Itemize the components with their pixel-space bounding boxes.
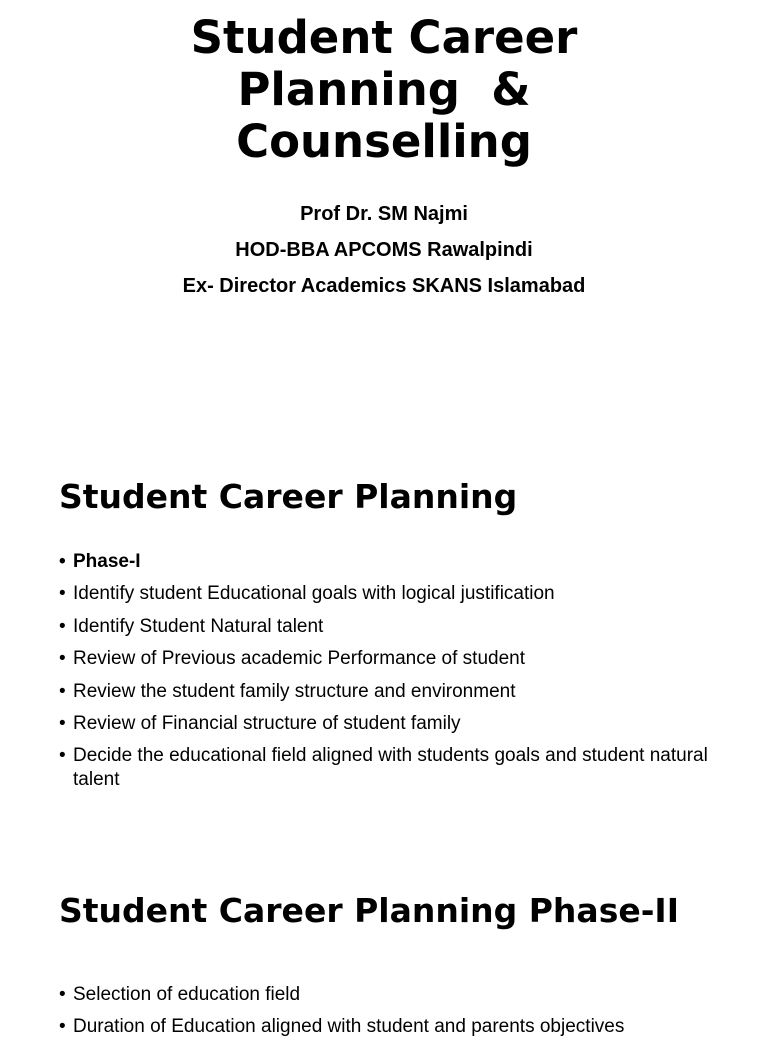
- slide-3-bullet-list: [59, 983, 709, 1048]
- presenter-former-position: Ex- Director Academics SKANS Islamabad: [182, 275, 586, 297]
- list-item: • Decide the educational field aligned with students goals and student natural talent: [59, 744, 709, 792]
- slide-2-bullet-list: [59, 550, 709, 801]
- title-line-1: Student Career: [190, 11, 578, 64]
- title-line-2: Planning &: [237, 63, 531, 116]
- list-item: • Review of Previous academic Performance of student: [59, 647, 709, 671]
- list-item: • Review the student family structure and environment: [59, 680, 709, 704]
- list-item: • Identify Student Natural talent: [59, 615, 709, 639]
- list-item-phase-label: • Phase-I: [59, 550, 709, 574]
- presenter-position: HOD-BBA APCOMS Rawalpindi: [235, 239, 533, 261]
- presenter-info: [0, 196, 768, 304]
- presenter-name: Prof Dr. SM Najmi: [300, 203, 468, 225]
- list-item: • Identify student Educational goals with logical justification: [59, 582, 709, 606]
- title-line-3: Counselling: [236, 115, 532, 168]
- slide-2-heading: Student Career Planning: [59, 477, 518, 516]
- list-item: • Selection of education field: [59, 983, 709, 1007]
- list-item: • Duration of Education aligned with student and parents objectives: [59, 1015, 709, 1039]
- slide-3-heading: Student Career Planning Phase-II: [59, 891, 679, 930]
- list-item: • Review of Financial structure of student family: [59, 712, 709, 736]
- title-slide-heading: [0, 12, 768, 168]
